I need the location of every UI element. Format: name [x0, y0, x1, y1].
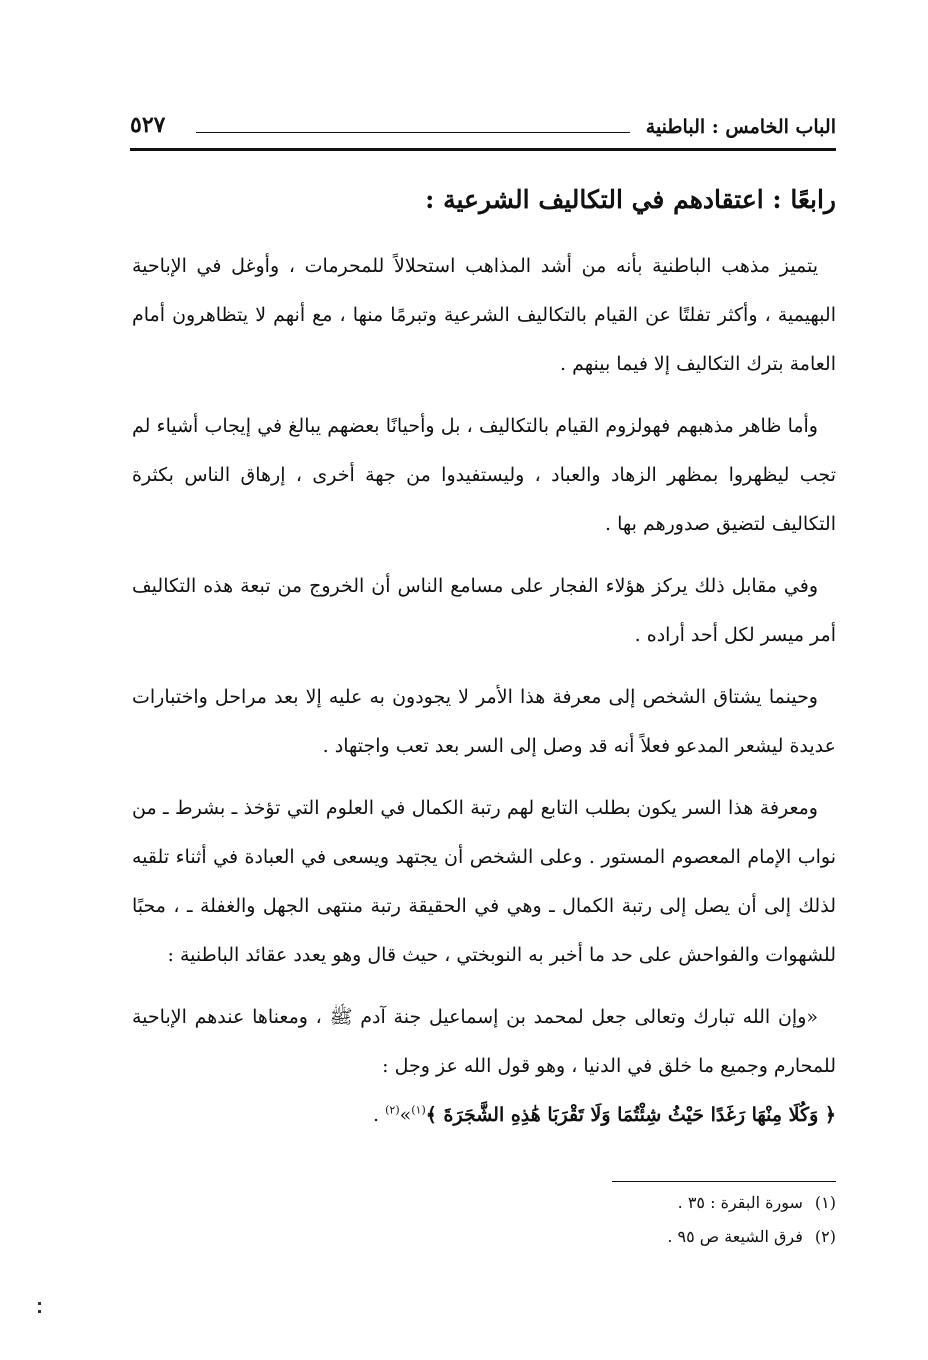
paragraph-4: وحينما يشتاق الشخص إلى معرفة هذا الأمر لا يجودون به عليه إلا بعد مراحل واختبارات عديدة ليشعر المدعو فعلاً أنه قد وصل إلى السر بعد تعب واجتهاد .: [132, 686, 836, 757]
footnote-1-mark: (١): [814, 1193, 836, 1212]
quran-verse: ﴿ وَكُلَا مِنْهَا رَغَدًا حَيْثُ شِئْتُمَا وَلَا تَقْرَبَا هَٰذِهِ الشَّجَرَةَ ﴾: [425, 1104, 836, 1126]
scan-speck: [38, 1302, 42, 1318]
paragraph-3: وفي مقابل ذلك يركز هؤلاء الفجار على مسامع الناس أن الخروج من تبعة هذه التكاليف أمر ميسر لكل أحد أراده .: [132, 575, 836, 646]
footnotes: [500, 1186, 836, 1254]
footnote-2-text: فرق الشيعة ص ٩٥ .: [667, 1227, 803, 1246]
quote-end: .: [373, 1104, 386, 1126]
section-heading: رابعًا : اعتقادهم في التكاليف الشرعية :: [425, 185, 836, 214]
chapter-title: الباب الخامس : الباطنية: [645, 116, 836, 138]
page-number: ٥٢٧: [130, 112, 166, 138]
header-line: [196, 132, 630, 133]
footnote-1-text: سورة البقرة : ٣٥ .: [677, 1193, 803, 1212]
footnote-2: [500, 1220, 836, 1254]
footnote-rule: [612, 1181, 836, 1182]
paragraph-5: ومعرفة هذا السر يكون بطلب التابع لهم رتبة الكمال في العلوم التي تؤخذ ـ بشرط ـ من نواب الإمام المعصوم المستور . وعلى الشخص أن يجتهد ويسعى في العبادة في أثناء تلقيه لذلك إلى أن يصل إلى رتبة الكمال ـ وهي في الحقيقة رتبة منتهى الجهل والغفلة ـ ، محبًا للشهوات والفواحش على حد ما أخبر به النوبختي ، حيث قال وهو يعدد عقائد الباطنية :: [132, 797, 836, 966]
quote-text: «وإن الله تبارك وتعالى جعل لمحمد بن إسماعيل جنة آدم ﷺ ، ومعناها عندهم الإباحية للمحارم وجميع ما خلق في الدنيا ، وهو قول الله عز وجل :: [132, 1006, 836, 1077]
paragraph-1: يتميز مذهب الباطنية بأنه من أشد المذاهب استحلالاً للمحرمات ، وأوغل في الإباحية البهيمية ، وأكثر تفلتًا عن القيام بالتكاليف الشرعية وتبرمًا منها ، مع أنهم لا يتظاهرون أمام العامة بترك التكاليف إلا فيما بينهم .: [132, 255, 836, 375]
footnote-1: [500, 1186, 836, 1220]
footnote-ref-2: (٢): [385, 1103, 400, 1117]
footnote-ref-1: (١): [411, 1103, 426, 1117]
main-text: [132, 178, 836, 1140]
quote-close: »: [399, 1104, 412, 1126]
running-header: [130, 108, 836, 148]
paragraph-2: وأما ظاهر مذهبهم فهولزوم القيام بالتكاليف ، بل وأحيانًا بعضهم يبالغ في إيجاب أشياء لم تجب ليظهروا بمظهر الزهاد والعباد ، وليستفيدوا من جهة أخرى ، إرهاق الناس بكثرة التكاليف لتضيق صدورهم بها .: [132, 415, 836, 535]
footnote-2-mark: (٢): [814, 1227, 836, 1246]
quote-paragraph: [132, 993, 836, 1140]
header-rule: [130, 148, 836, 151]
